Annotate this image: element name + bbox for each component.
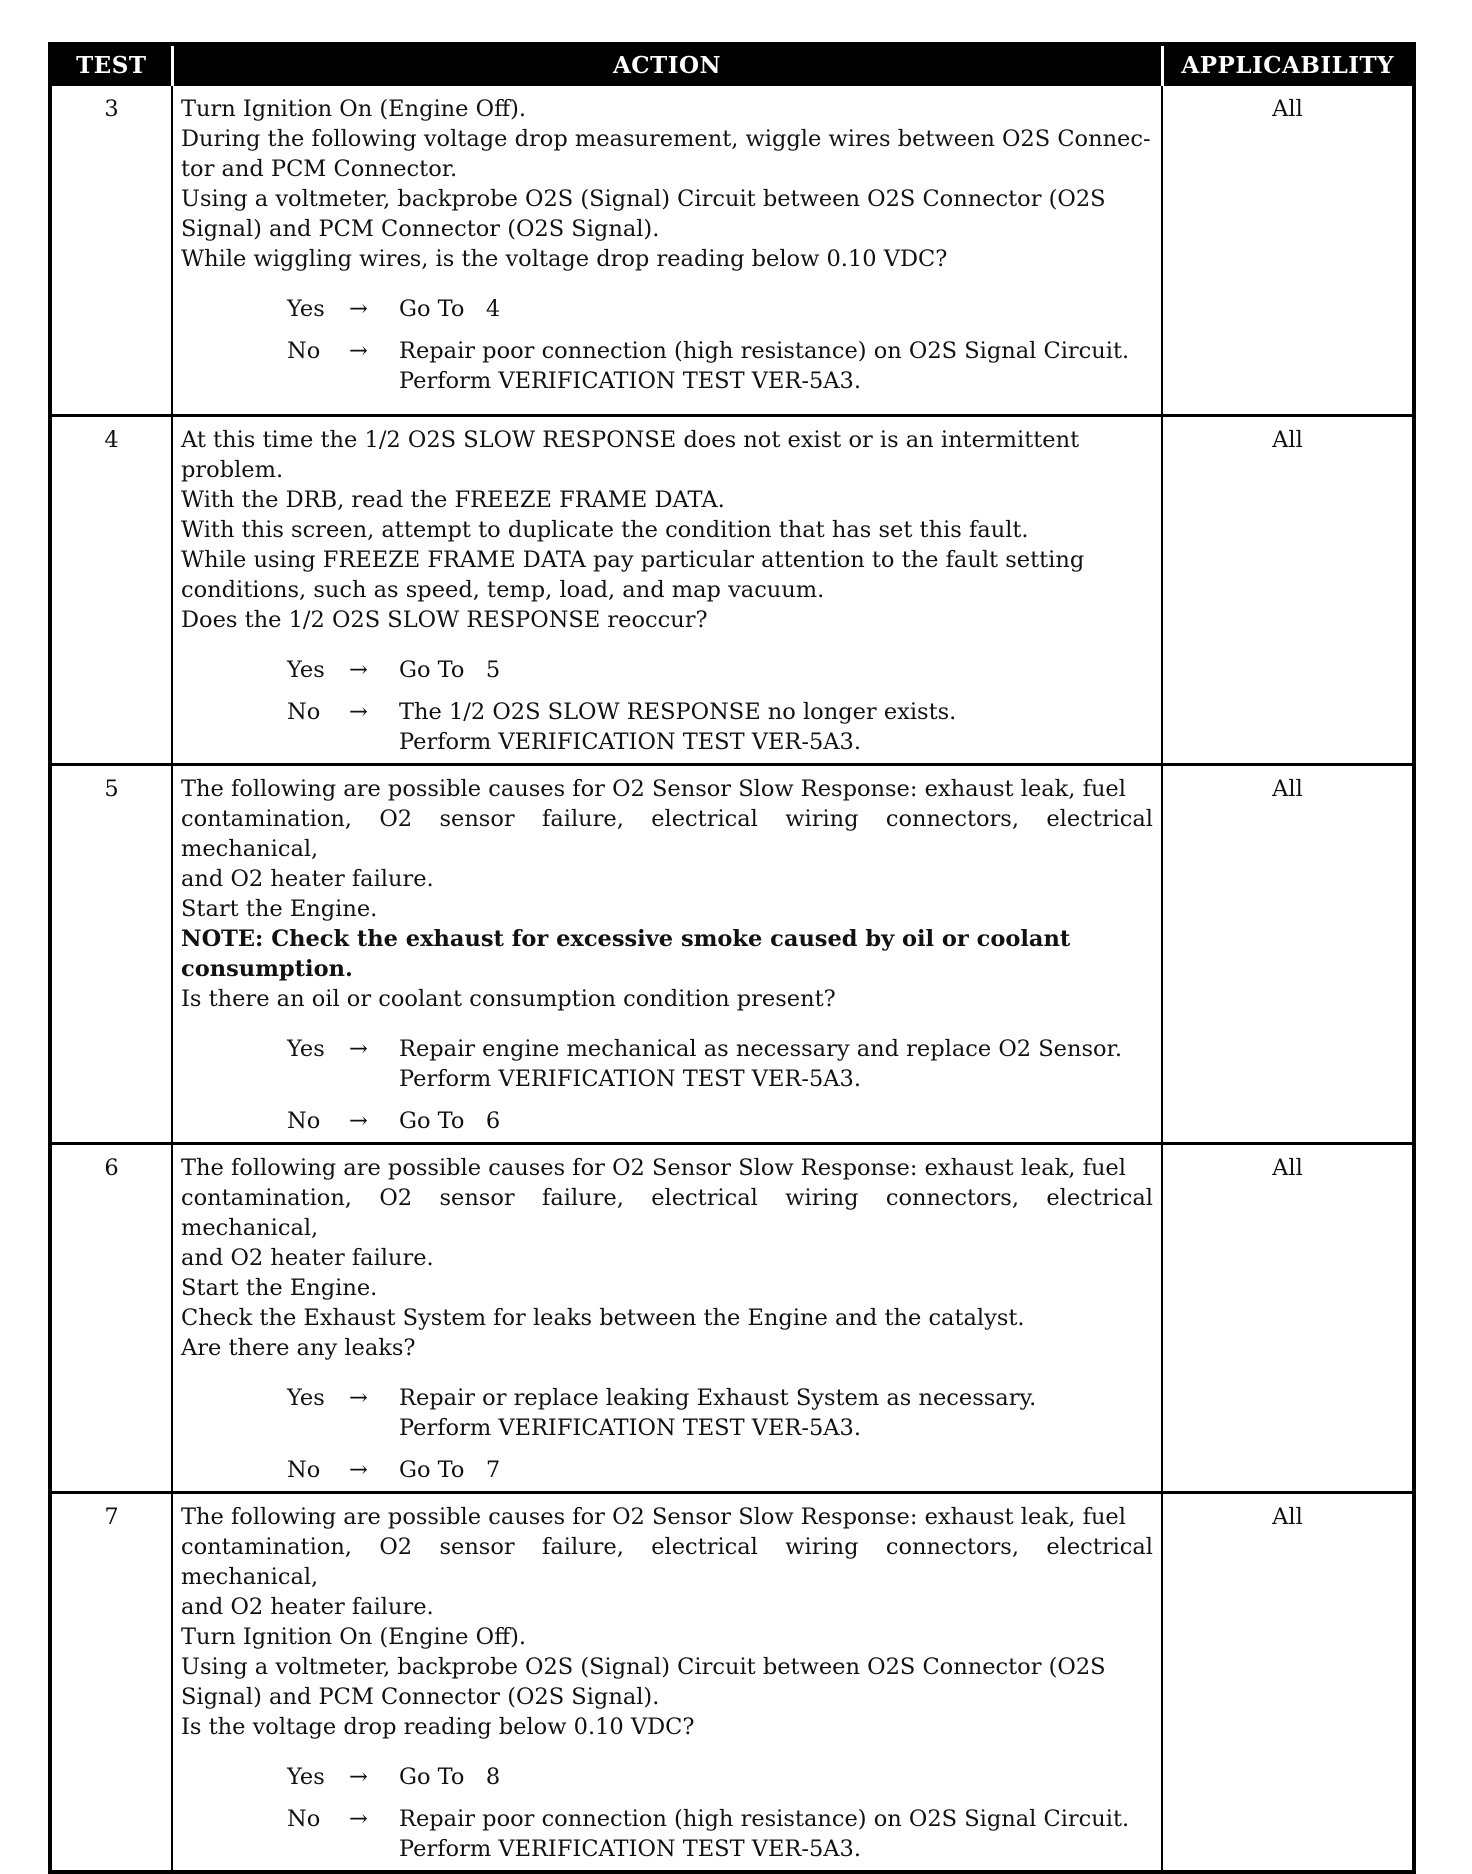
answer-no [287,336,1153,396]
action-cell [172,1492,1162,1872]
test-number: 7 [50,1492,172,1872]
table-row [50,85,1414,415]
applicability-value: All [1162,1492,1414,1872]
table-header-row [50,44,1414,85]
action-text-line: conditions, such as speed, temp, load, and map vacuum. [181,576,825,603]
table-body [50,85,1414,1872]
action-text-line: Using a voltmeter, backprobe O2S (Signal) Circuit between O2S Connector (O2S [181,1653,1106,1680]
answer-no [287,1804,1153,1864]
action-text-line: contamination, O2 sensor failure, electrical wiring connectors, electrical mechanical, [181,1533,1153,1590]
action-text-line: and O2 heater failure. [181,1244,434,1271]
header-test: TEST [50,44,172,85]
action-text-line: contamination, O2 sensor failure, electrical wiring connectors, electrical mechanical, [181,805,1153,862]
arrow-icon: → [349,698,368,725]
answer-label: Yes [287,1763,325,1790]
note-text-line: NOTE: Check the exhaust for excessive smoke caused by oil or coolant [181,925,1071,952]
answer-result [399,697,1153,757]
action-cell [172,1143,1162,1492]
answer-result-line: Go To 5 [399,656,501,683]
answer-label: No [287,1107,321,1134]
answer-result [399,1034,1153,1094]
action-cell [172,764,1162,1143]
action-text-line: While using FREEZE FRAME DATA pay particular attention to the fault setting [181,546,1085,573]
table-row [50,1143,1414,1492]
answer-result [399,1804,1153,1864]
action-text-line: Signal) and PCM Connector (O2S Signal). [181,1683,660,1710]
answer-result-line: Repair poor connection (high resistance) on O2S Signal Circuit. [399,338,1130,364]
action-text-line: contamination, O2 sensor failure, electrical wiring connectors, electrical mechanical, [181,1184,1153,1241]
note-text-line: consumption. [181,955,353,982]
test-number: 4 [50,415,172,764]
answer-label: No [287,1456,321,1483]
answer-result [399,336,1153,396]
answer-label: Yes [287,1384,325,1411]
applicability-value: All [1162,85,1414,415]
arrow-icon: → [349,656,368,683]
answer-result-line: Go To 6 [399,1107,501,1134]
action-cell [172,415,1162,764]
answer-label: No [287,338,321,364]
action-text-line: and O2 heater failure. [181,865,434,892]
answer-no [287,1106,1153,1136]
applicability-value: All [1162,415,1414,764]
action-text-line: Signal) and PCM Connector (O2S Signal). [181,216,660,242]
answer-result-line: Repair or replace leaking Exhaust System as necessary. [399,1384,1037,1411]
answer-result-line: Repair poor connection (high resistance) on O2S Signal Circuit. [399,1805,1130,1832]
diagnostic-page [48,42,1412,1874]
answer-yes [287,1762,1153,1792]
answer-result-line: Perform VERIFICATION TEST VER-5A3. [399,728,861,755]
answer-result-line: Perform VERIFICATION TEST VER-5A3. [399,1835,861,1862]
answer-label: Yes [287,656,325,683]
answer-result-line: Perform VERIFICATION TEST VER-5A3. [399,1065,861,1092]
answer-yes [287,1034,1153,1094]
arrow-icon: → [349,1456,368,1483]
action-text-line: At this time the 1/2 O2S SLOW RESPONSE does not exist or is an intermittent [181,426,1080,453]
answer-result-line: Perform VERIFICATION TEST VER-5A3. [399,1414,861,1441]
header-applicability: APPLICABILITY [1162,44,1414,85]
arrow-icon: → [349,296,368,322]
test-number: 5 [50,764,172,1143]
action-text-line: Are there any leaks? [181,1334,416,1361]
answer-label: Yes [287,1035,325,1062]
table-row [50,1492,1414,1872]
answer-result-line: Perform VERIFICATION TEST VER-5A3. [399,368,861,394]
test-number: 3 [50,85,172,415]
answer-label: No [287,698,321,725]
answer-result-line: Go To 4 [399,296,501,322]
action-text-line: The following are possible causes for O2 Sensor Slow Response: exhaust leak, fuel [181,775,1126,802]
action-text-line: Start the Engine. [181,895,378,922]
question-text: Is there an oil or coolant consumption condition present? [181,985,836,1012]
answer-yes [287,1383,1153,1443]
answer-result [399,294,1153,324]
arrow-icon: → [349,1035,368,1062]
action-text-line: Check the Exhaust System for leaks between the Engine and the catalyst. [181,1304,1025,1331]
answer-no [287,1455,1153,1485]
answer-result [399,655,1153,685]
action-text-line: Turn Ignition On (Engine Off). [181,1623,527,1650]
action-text-line: The following are possible causes for O2 Sensor Slow Response: exhaust leak, fuel [181,1154,1126,1181]
answer-label: Yes [287,296,325,322]
answer-result [399,1106,1153,1136]
answer-result-line: Repair engine mechanical as necessary and replace O2 Sensor. [399,1035,1122,1062]
action-text-line: While wiggling wires, is the voltage drop reading below 0.10 VDC? [181,246,948,272]
test-number: 6 [50,1143,172,1492]
answer-result [399,1762,1153,1792]
arrow-icon: → [349,1805,368,1832]
table-row [50,764,1414,1143]
answer-result-line: Go To 7 [399,1456,501,1483]
action-text-line: With the DRB, read the FREEZE FRAME DATA. [181,486,725,513]
answer-result [399,1455,1153,1485]
arrow-icon: → [349,338,368,364]
answer-yes [287,655,1153,685]
action-text-line: With this screen, attempt to duplicate the condition that has set this fault. [181,516,1029,543]
action-text-line: Does the 1/2 O2S SLOW RESPONSE reoccur? [181,606,708,633]
answer-yes [287,294,1153,324]
answer-result [399,1383,1153,1443]
diagnostic-test-table [48,42,1416,1874]
arrow-icon: → [349,1384,368,1411]
arrow-icon: → [349,1107,368,1134]
action-text-line: Is the voltage drop reading below 0.10 VDC? [181,1713,695,1740]
action-text-line: problem. [181,456,284,483]
action-text-line: tor and PCM Connector. [181,156,458,182]
applicability-value: All [1162,1143,1414,1492]
header-action: ACTION [172,44,1162,85]
action-text-line: During the following voltage drop measurement, wiggle wires between O2S Connec- [181,126,1151,152]
action-text-line: The following are possible causes for O2 Sensor Slow Response: exhaust leak, fuel [181,1503,1126,1530]
applicability-value: All [1162,764,1414,1143]
action-text-line: Turn Ignition On (Engine Off). [181,96,527,122]
table-row [50,415,1414,764]
arrow-icon: → [349,1763,368,1790]
answer-no [287,697,1153,757]
action-text-line: Using a voltmeter, backprobe O2S (Signal) Circuit between O2S Connector (O2S [181,186,1106,212]
answer-result-line: Go To 8 [399,1763,501,1790]
answer-label: No [287,1805,321,1832]
action-text-line: and O2 heater failure. [181,1593,434,1620]
action-text-line: Start the Engine. [181,1274,378,1301]
answer-result-line: The 1/2 O2S SLOW RESPONSE no longer exists. [399,698,957,725]
action-cell [172,85,1162,415]
